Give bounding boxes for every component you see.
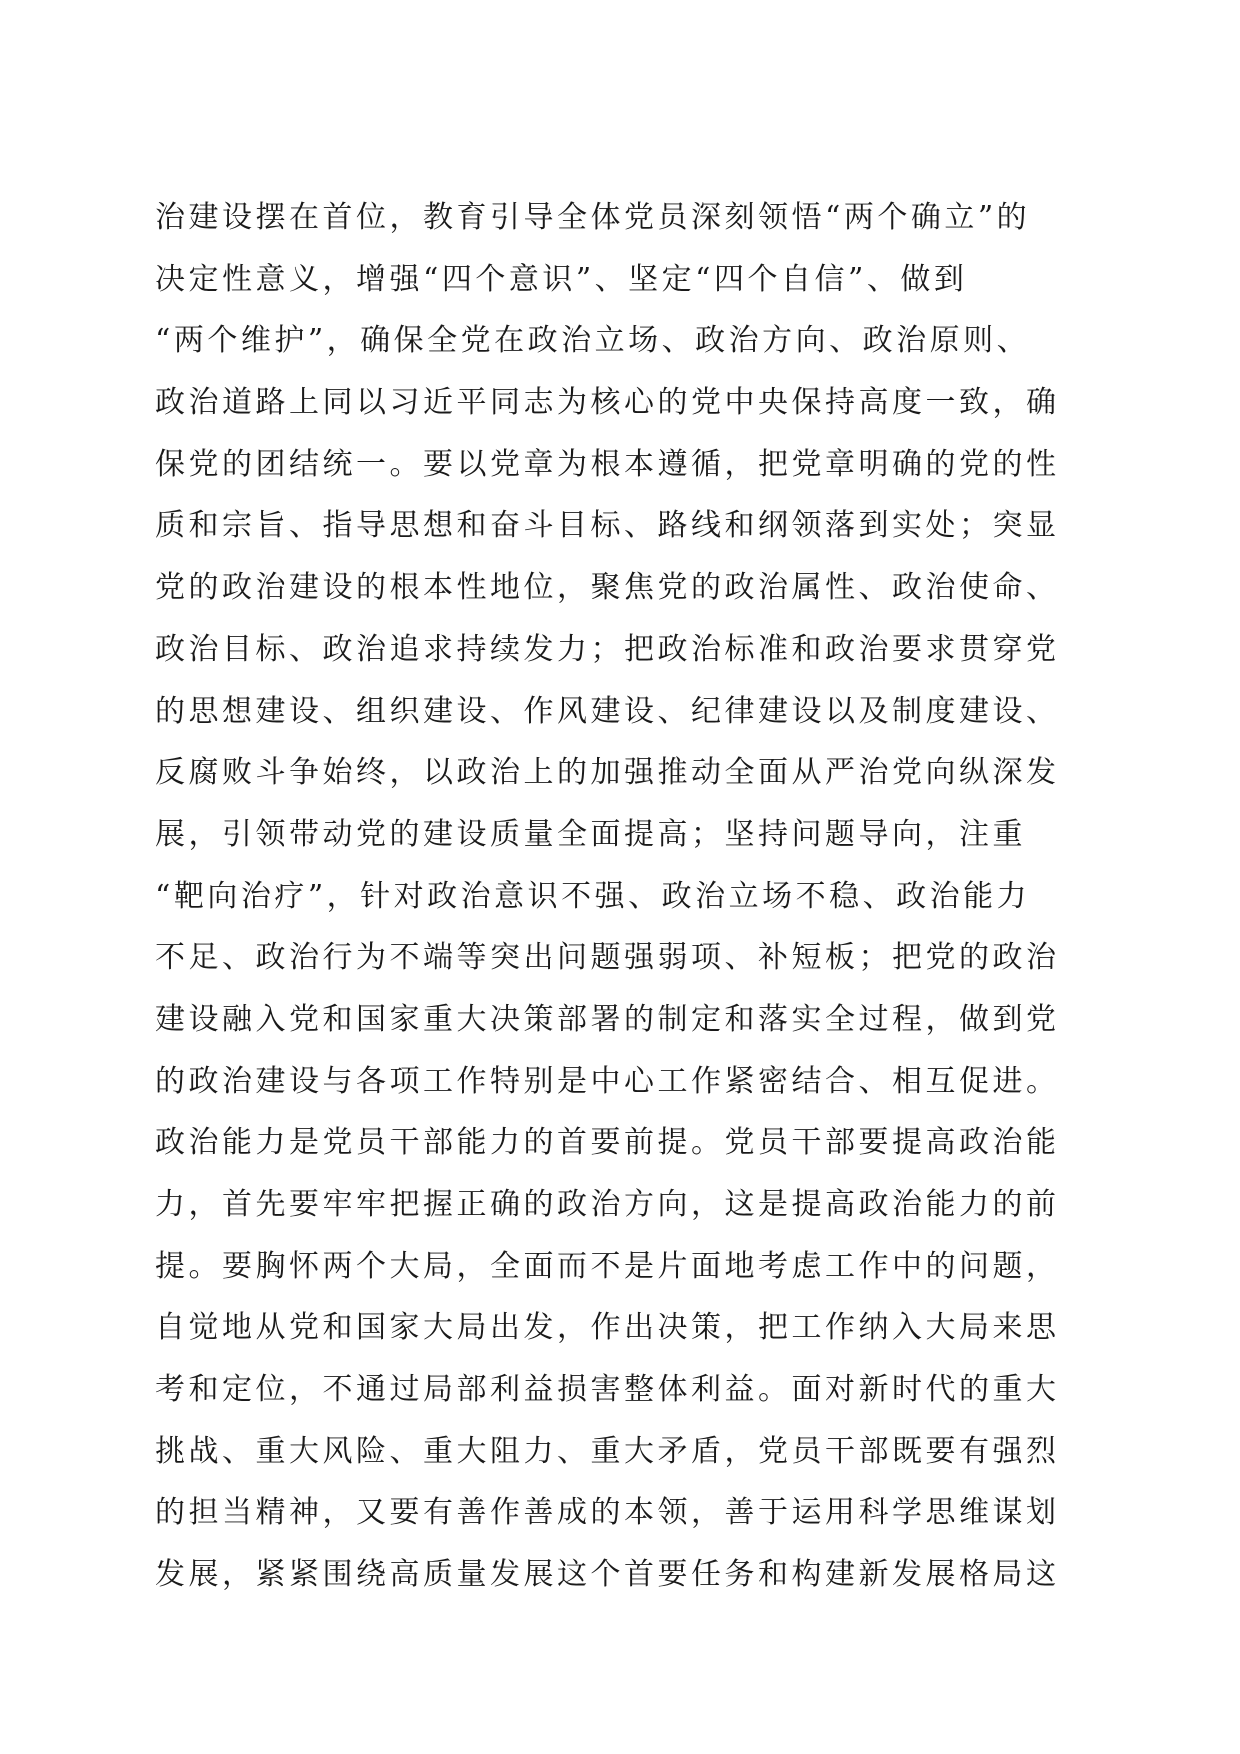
text-line: 展，引领带动党的建设质量全面提高；坚持问题导向，注重 [155, 816, 1026, 852]
text-line: “靶向治疗”，针对政治意识不强、政治立场不稳、政治能力 [155, 878, 1031, 914]
body-text [155, 187, 1075, 1606]
text-line: 政治能力是党员干部能力的首要前提。党员干部要提高政治能 [155, 1125, 1060, 1161]
text-line: 不足、政治行为不端等突出问题强弱项、补短板；把党的政治 [155, 940, 1060, 976]
text-line: 的担当精神，又要有善作善成的本领，善于运用科学思维谋划 [155, 1495, 1060, 1531]
text-line: 自觉地从党和国家大局出发，作出决策，把工作纳入大局来思 [155, 1310, 1060, 1346]
text-line: 提。要胸怀两个大局，全面而不是片面地考虑工作中的问题， [155, 1248, 1060, 1284]
text-line: 质和宗旨、指导思想和奋斗目标、路线和纲领落到实处；突显 [155, 508, 1060, 544]
text-line: 力，首先要牢牢把握正确的政治方向，这是提高政治能力的前 [155, 1187, 1060, 1222]
text-line: 建设融入党和国家重大决策部署的制定和落实全过程，做到党 [155, 1001, 1060, 1037]
text-line: 发展，紧紧围绕高质量发展这个首要任务和构建新发展格局这 [155, 1557, 1060, 1593]
text-line: 政治目标、政治追求持续发力；把政治标准和政治要求贯穿党 [155, 631, 1060, 667]
text-line: 党的政治建设的根本性地位，聚焦党的政治属性、政治使命、 [155, 570, 1060, 606]
text-line: 治建设摆在首位，教育引导全体党员深刻领悟“两个确立”的 [155, 200, 1031, 235]
text-line: 挑战、重大风险、重大阻力、重大矛盾，党员干部既要有强烈 [155, 1433, 1060, 1469]
text-line: “两个维护”，确保全党在政治立场、政治方向、政治原则、 [155, 323, 1031, 359]
text-line: 考和定位，不通过局部利益损害整体利益。面对新时代的重大 [155, 1372, 1060, 1408]
text-line: 反腐败斗争始终，以政治上的加强推动全面从严治党向纵深发 [155, 755, 1060, 791]
text-line: 保党的团结统一。要以党章为根本遵循，把党章明确的党的性 [155, 446, 1060, 482]
text-line: 决定性意义，增强“四个意识”、坚定“四个自信”、做到 [155, 261, 968, 297]
text-line: 的思想建设、组织建设、作风建设、纪律建设以及制度建设、 [155, 693, 1060, 729]
text-line: 政治道路上同以习近平同志为核心的党中央保持高度一致，确 [155, 385, 1060, 421]
text-line: 的政治建设与各项工作特别是中心工作紧密结合、相互促进。 [155, 1063, 1060, 1099]
